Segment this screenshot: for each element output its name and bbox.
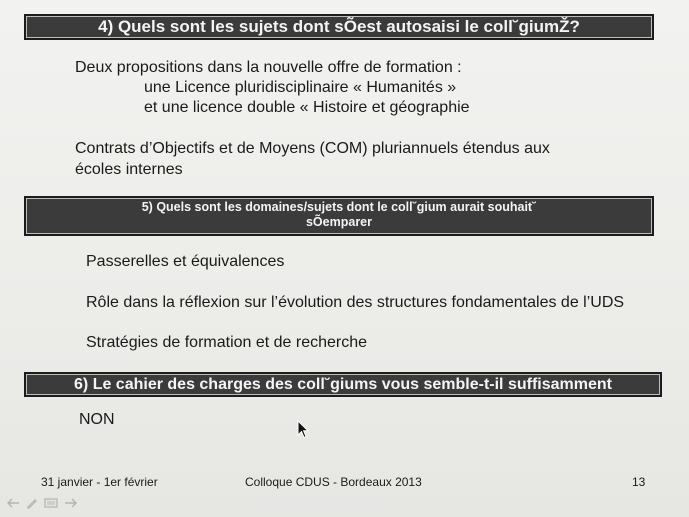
question-5-heading: [24, 196, 654, 236]
question-6-heading: [24, 372, 662, 397]
q5-item-role-reflexion: Rôle dans la réflexion sur l’évolution des structures fondamentales de l’UDS: [86, 294, 625, 311]
question-5-heading-line1: 5) Quels sont les domaines/sujets dont le coll˘gium aurait souhait˘: [141, 200, 537, 214]
slide-menu-icon[interactable]: [44, 497, 58, 509]
arrow-right-icon[interactable]: [64, 497, 78, 509]
q4-com-line2: écoles internes: [75, 161, 183, 178]
footer-date: 31 janvier - 1er février: [41, 475, 158, 489]
question-6-heading-text: 6) Le cahier des charges des coll˘giums vous semble-t-il suffisamment: [74, 376, 612, 393]
question-4-heading-text: 4) Quels sont les sujets dont sÕest autosaisi le coll˘giumŽ?: [98, 17, 580, 36]
slideshow-toolbar: [6, 497, 78, 509]
q4-com-line1: Contrats d’Objectifs et de Moyens (COM) pluriannuels étendus aux: [75, 140, 550, 157]
q4-proposal-licence-histoire: et une licence double « Histoire et géographie: [144, 99, 470, 116]
question-5-heading-line2: sÕemparer: [305, 215, 372, 229]
footer-page-number: 13: [632, 475, 646, 489]
q5-item-passerelles: Passerelles et équivalences: [86, 253, 285, 270]
question-4-heading: [24, 14, 654, 40]
q5-item-strategies: Stratégies de formation et de recherche: [86, 334, 368, 351]
footer-event: Colloque CDUS - Bordeaux 2013: [245, 475, 422, 489]
q4-proposal-licence-humanites: une Licence pluridisciplinaire « Humanités »: [144, 79, 457, 96]
q6-answer: NON: [79, 411, 115, 428]
pen-icon[interactable]: [26, 497, 38, 509]
arrow-left-icon[interactable]: [6, 497, 20, 509]
mouse-pointer-icon: [297, 420, 309, 444]
q4-proposals-intro: Deux propositions dans la nouvelle offre de formation :: [75, 59, 462, 76]
